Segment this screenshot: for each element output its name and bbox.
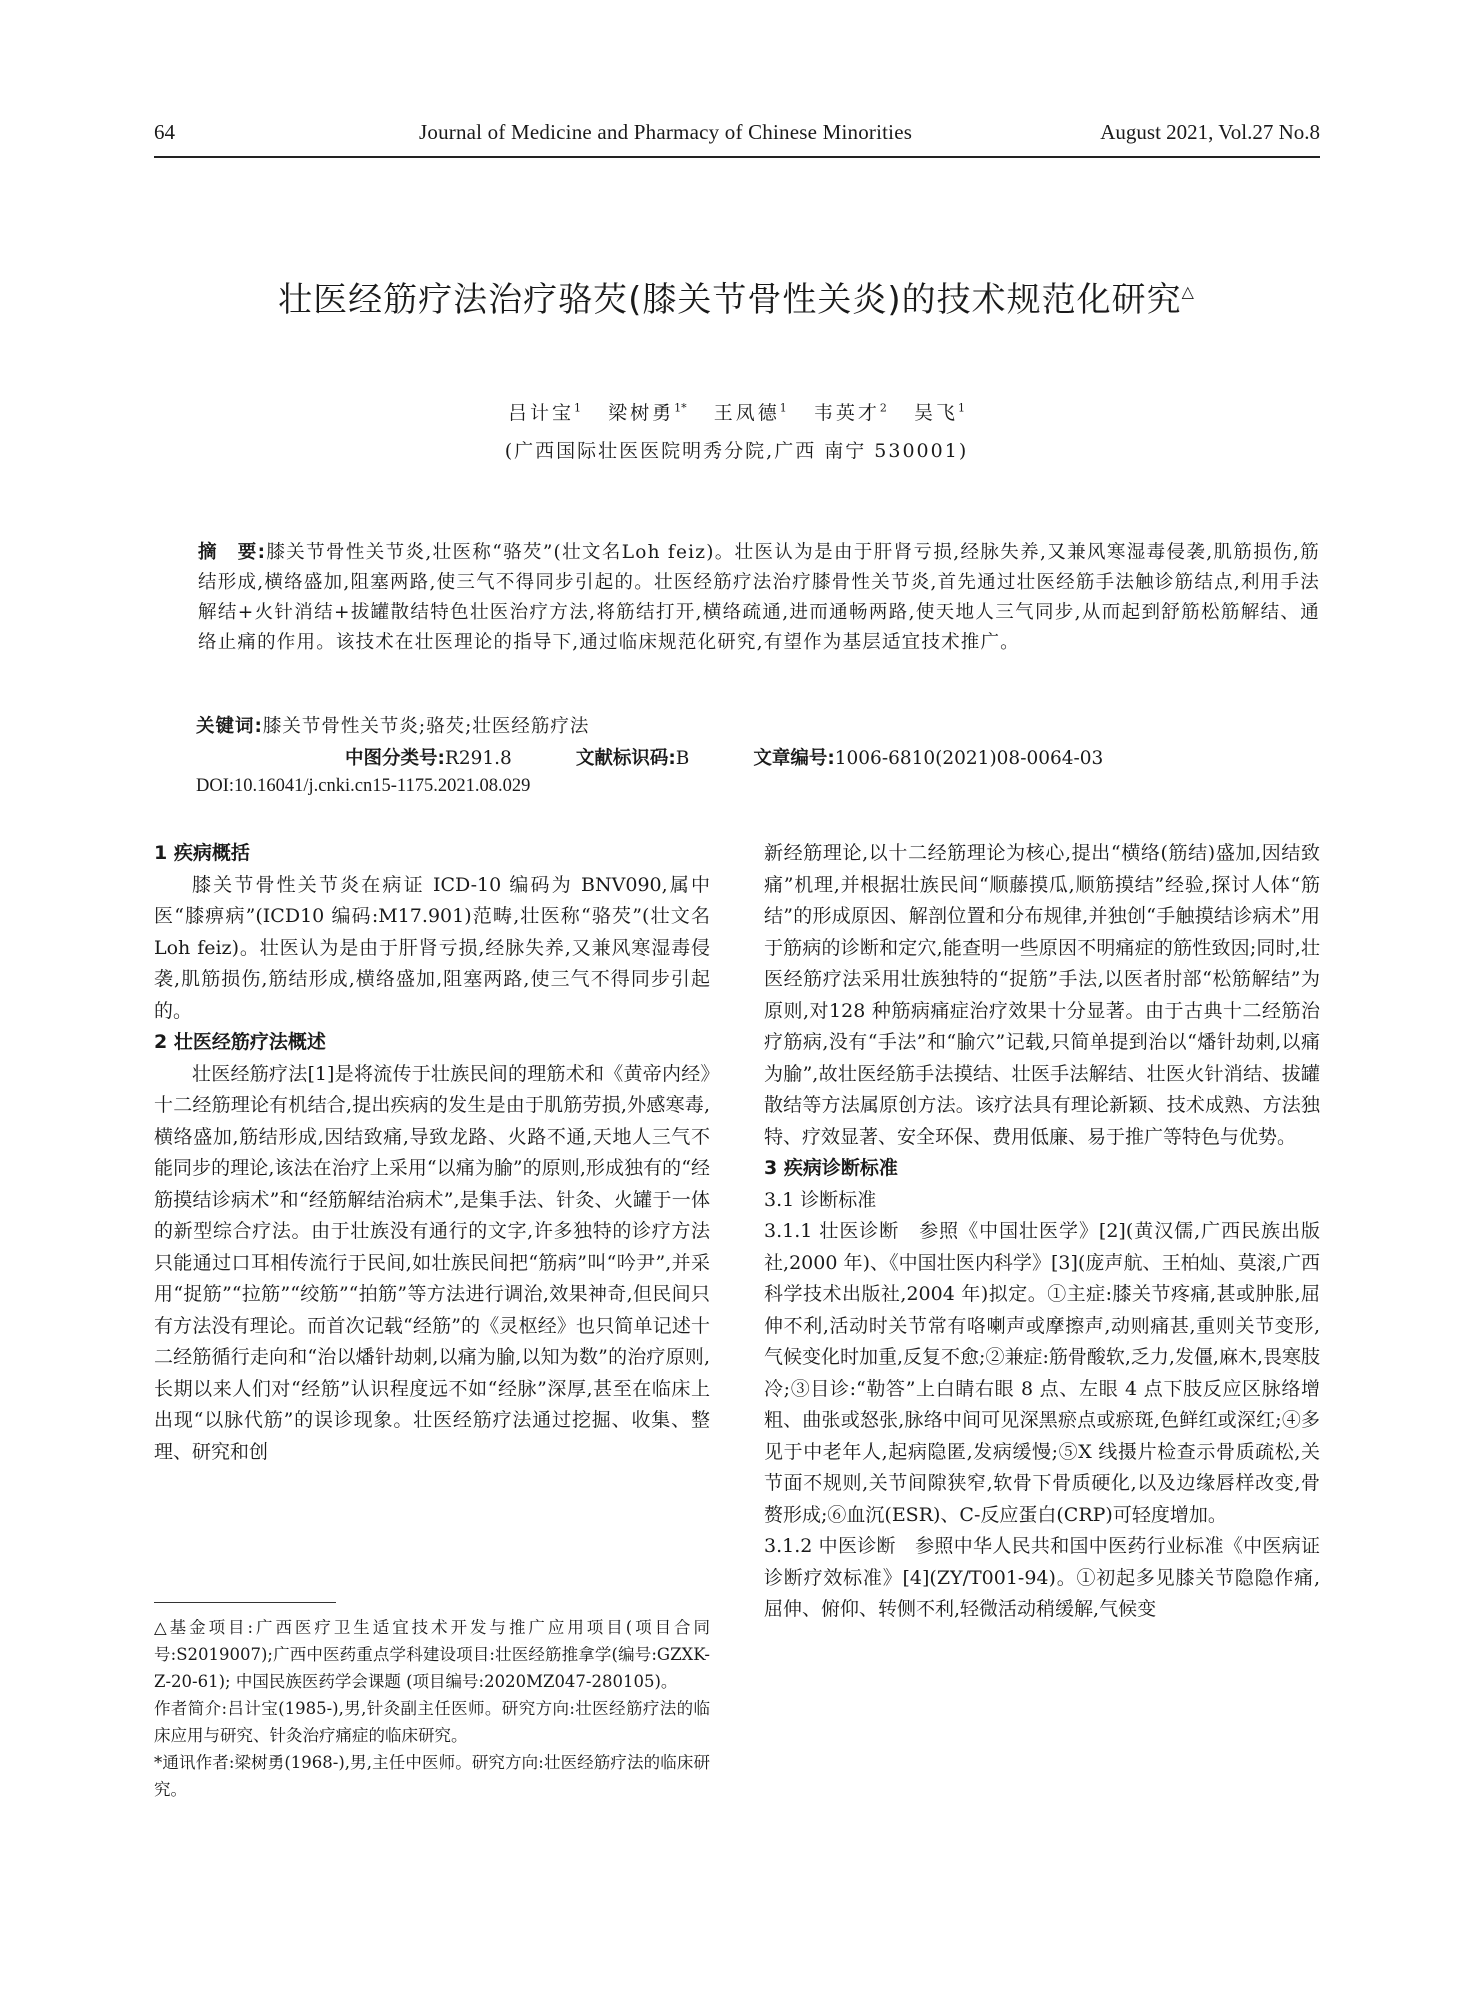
footnote-rule [154, 1602, 336, 1603]
running-header [154, 112, 1320, 158]
affiliation: (广西国际壮医医院明秀分院,广西 南宁 530001) [504, 440, 969, 462]
issue-info: August 2021, Vol.27 No.8 [1100, 120, 1320, 144]
classification-line [345, 744, 1245, 770]
author: 吴飞$^1$ [914, 401, 966, 424]
section-heading-1: 1 疾病概括 [154, 842, 250, 864]
author-list [0, 398, 1473, 425]
footnote-funding: △基金项目:广西医疗卫生适宜技术开发与推广应用项目(项目合同号:S2019007);广西中医药重点学科建设项目:壮医经筋推拿学(编号:GZXK-Z-20-61); 中国民族医药学会课题 (项目编号:2020MZ047-280105)。 [154, 1618, 710, 1691]
author: 王凤德$^1$ [713, 401, 787, 424]
keywords-label: 关键词: [196, 716, 263, 737]
document-code: 文献标识码:B [575, 748, 690, 769]
section-heading-3: 3 疾病诊断标准 [764, 1157, 898, 1179]
clc-number: 中图分类号:R291.8 [345, 748, 512, 769]
subsection-heading-3-1: 3.1 诊断标准 [764, 1188, 877, 1211]
section-heading-2: 2 壮医经筋疗法概述 [154, 1031, 326, 1053]
author: 梁树勇$^{1*}$ [608, 401, 687, 424]
abstract [154, 538, 1320, 658]
paragraph: 膝关节骨性关节炎在病证 ICD-10 编码为 BNV090,属中医“膝痹病”(ICD10 编码:M17.901)范畴,壮医称“骆芡”(壮文名 Loh feiz)。壮医认为是由于肝肾亏损,经脉失养,又兼风寒湿毒侵袭,肌筋损伤,筋结形成,横络盛加,阻塞两路,使三气不得同步引起的。 [154, 873, 710, 1022]
author: 韦英才$^2$ [813, 401, 887, 424]
paragraph: 3.1.2 中医诊断 参照中华人民共和国中医药行业标准《中医病证诊断疗效标准》[4](ZY/T001-94)。①初起多见膝关节隐隐作痛,屈伸、俯仰、转侧不利,轻微活动稍缓解,气候变 [764, 1535, 1320, 1620]
page-number: 64 [154, 120, 175, 144]
paragraph: 新经筋理论,以十二经筋理论为核心,提出“横络(筋结)盛加,因结致痛”机理,并根据壮族民间“顺藤摸瓜,顺筋摸结”经验,探讨人体“筋结”的形成原因、解剖位置和分布规律,并独创“手触摸结诊病术”用于筋病的诊断和定穴,能查明一些原因不明痛症的筋性致因;同时,壮医经筋疗法采用壮族独特的“捉筋”手法,以医者肘部“松筋解结”为原则,对128 种筋病痛症治疗效果十分显著。由于古典十二经筋治疗筋病,没有“手法”和“腧穴”记载,只简单提到治以“燔针劫刺,以痛为腧”,故壮医经筋手法摸结、壮医手法解结、壮医火针消结、拔罐散结等方法属原创方法。该疗法具有理论新颖、技术成熟、方法独特、疗效显著、安全环保、费用低廉、易于推广等特色与优势。 [764, 842, 1320, 1148]
title-text: 壮医经筋疗法治疗骆芡(膝关节骨性关炎)的技术规范化研究 [278, 280, 1182, 320]
doi: DOI:10.16041/j.cnki.cn15-1175.2021.08.029 [196, 776, 531, 796]
article-title [0, 272, 1473, 321]
footnotes [154, 1614, 710, 1803]
title-mark: △ [1181, 282, 1195, 301]
abstract-label: 摘 要: [198, 542, 267, 563]
footnote-corresponding: *通讯作者:梁树勇(1968-),男,主任中医师。研究方向:壮医经筋疗法的临床研究。 [154, 1753, 710, 1799]
abstract-text: 膝关节骨性关节炎,壮医称“骆芡”(壮文名Loh feiz)。壮医认为是由于肝肾亏损,经脉失养,又兼风寒湿毒侵袭,肌筋损伤,筋结形成,横络盛加,阻塞两路,使三气不得同步引起的。壮医经筋疗法治疗膝骨性关节炎,首先通过壮医经筋手法触诊筋结点,利用手法解结+火针消结+拔罐散结特色壮医治疗方法,将筋结打开,横络疏通,进而通畅两路,使天地人三气同步,从而起到舒筋松筋解结、通络止痛的作用。该技术在壮医理论的指导下,通过临床规范化研究,有望作为基层适宜技术推广。 [198, 542, 1320, 653]
article-number: 文章编号:1006-6810(2021)08-0064-03 [753, 748, 1104, 769]
footnote-author: 作者简介:吕计宝(1985-),男,针灸副主任医师。研究方向:壮医经筋疗法的临床应用与研究、针灸治疗痛症的临床研究。 [154, 1699, 710, 1745]
journal-name: Journal of Medicine and Pharmacy of Chinese Minorities [419, 120, 913, 144]
author: 吕计宝$^1$ [507, 401, 581, 424]
right-column [764, 838, 1320, 1626]
paragraph: 3.1.1 壮医诊断 参照《中国壮医学》[2](黄汉儒,广西民族出版社,2000 年)、《中国壮医内科学》[3](庞声航、王柏灿、莫滚,广西科学技术出版社,2004 年)拟定。①主症:膝关节疼痛,甚或肿胀,屈伸不利,活动时关节常有咯喇声或摩擦声,动则痛甚,重则关节变形,气候变化时加重,反复不愈;②兼症:筋骨酸软,乏力,发僵,麻木,畏寒肢冷;③目诊:“勒答”上白睛右眼 8 点、左眼 4 点下肢反应区脉络增粗、曲张或怒张,脉络中间可见深黑瘀点或瘀斑,色鲜红或深红;④多见于中老年人,起病隐匿,发病缓慢;⑤X 线摄片检查示骨质疏松,关节面不规则,关节间隙狭窄,软骨下骨质硬化,以及边缘唇样改变,骨赘形成;⑥血沉(ESR)、C-反应蛋白(CRP)可轻度增加。 [764, 1220, 1321, 1526]
left-column [154, 838, 710, 1468]
paragraph: 壮医经筋疗法[1]是将流传于壮族民间的理筋术和《黄帝内经》十二经筋理论有机结合,提出疾病的发生是由于肌筋劳损,外感寒毒,横络盛加,筋结形成,因结致痛,导致龙路、火路不通,天地人三气不能同步的理论,该法在治疗上采用“以痛为腧”的原则,形成独有的“经筋摸结诊病术”和“经筋解结治病术”,是集手法、针灸、火罐于一体的新型综合疗法。由于壮族没有通行的文字,许多独特的诊疗方法只能通过口耳相传流行于民间,如壮族民间把“筋病”叫“吟尹”,并采用“捉筋”“拉筋”“绞筋”“拍筋”等方法进行调治,效果神奇,但民间只有方法没有理论。而首次记载“经筋”的《灵枢经》也只简单记述十二经筋循行走向和“治以燔针劫刺,以痛为腧,以知为数”的治疗原则,长期以来人们对“经筋”认识程度远不如“经脉”深厚,甚至在临床上出现“以脉代筋”的误诊现象。壮医经筋疗法通过挖掘、收集、整理、研究和创 [154, 1062, 710, 1463]
keywords-text: 膝关节骨性关节炎;骆芡;壮医经筋疗法 [262, 716, 590, 737]
keywords [196, 712, 589, 738]
